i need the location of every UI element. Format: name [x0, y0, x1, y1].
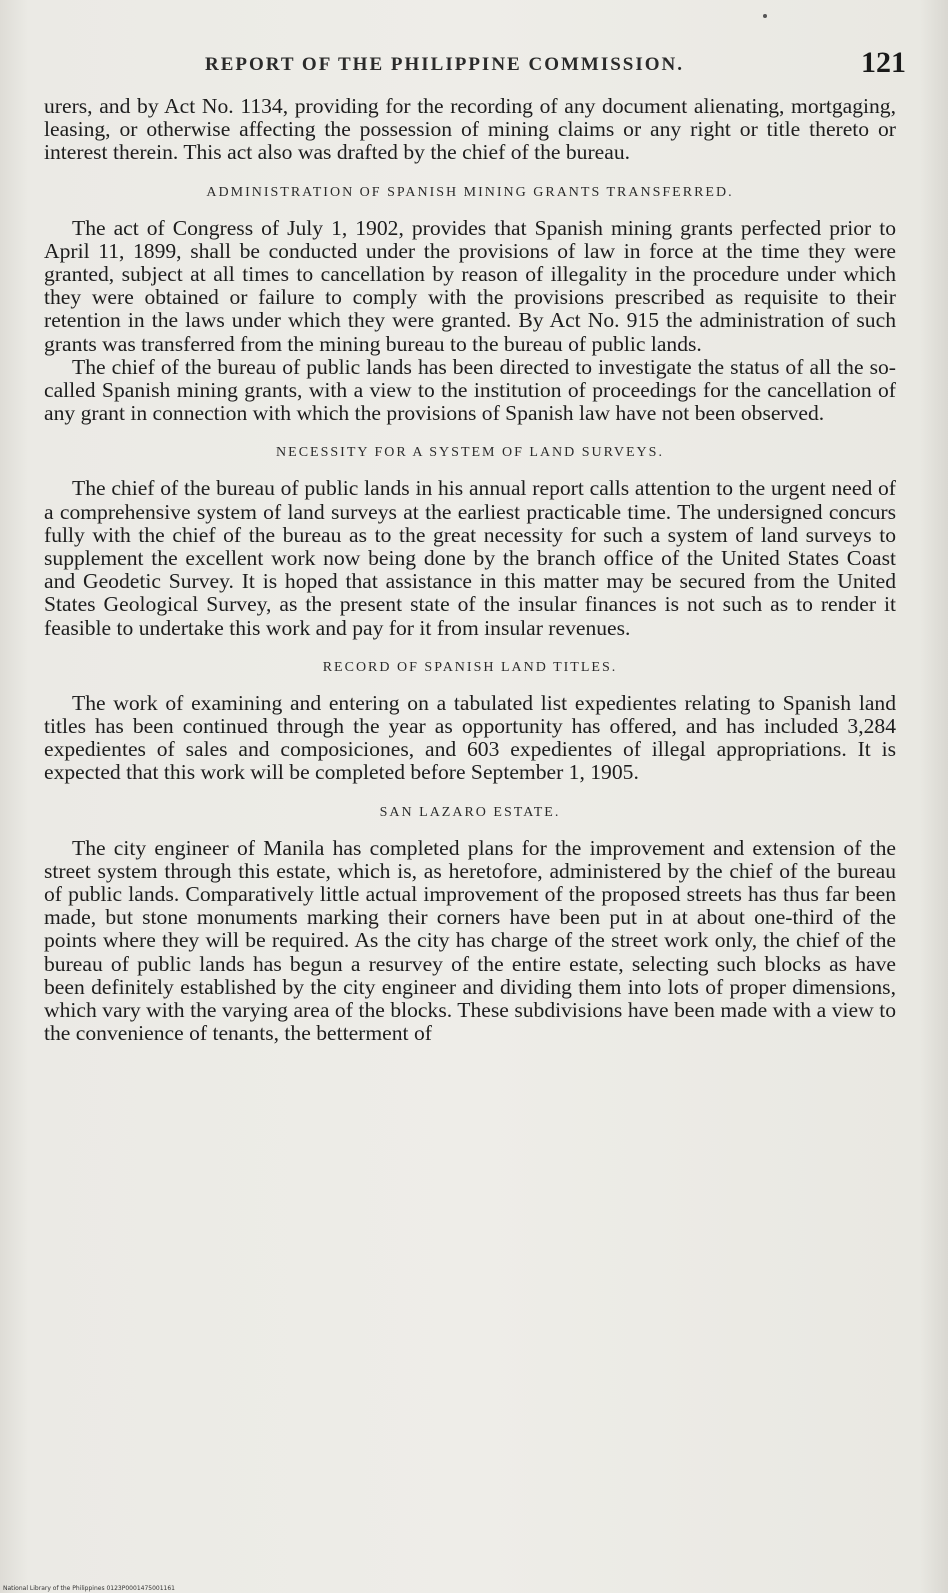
paragraph-land-titles: The work of examining and entering on a tabulated list expedientes relating to Spanish land titles has been continued through the year as opportunity has offered, and has included 3,284 expedientes of sales and composiciones, and 603 expedientes of illegal appropriations. It is expected that this work will be completed before September 1, 1905.: [44, 690, 896, 785]
opening-paragraph: urers, and by Act No. 1134, providing for the recording of any document alienating, mortgaging, leasing, or otherwise affecting the possession of mining claims or any right or title thereto or interest therein. This act also was drafted by the chief of the bureau.: [44, 94, 896, 165]
page-body: [44, 95, 896, 1046]
paragraph-mining-grants-2: The chief of the bureau of public lands has been directed to investigate the status of all the so-called Spanish mining grants, with a view to the institution of proceedings for the cancellation of any grant in connection with which the provisions of Spanish law have not been observed.: [44, 354, 896, 426]
scan-speck: [763, 14, 767, 18]
page-number: 121: [861, 46, 906, 79]
section-heading-land-surveys: NECESSITY FOR A SYSTEM OF LAND SURVEYS.: [276, 445, 664, 461]
page-header: [40, 46, 918, 88]
running-title: REPORT OF THE PHILIPPINE COMMISSION.: [205, 54, 685, 75]
scan-credit: National Library of the Philippines 0123P0001475001161: [3, 1585, 175, 1592]
paragraph-san-lazaro: The city engineer of Manila has completed plans for the improvement and extension of the street system through this estate, which is, as heretofore, administered by the chief of the bureau of public lands. Comparatively little actual improvement of the proposed streets has thus far been made, but stone monuments marking their corners have been put in at about one-third of the points where they will be required. As the city has charge of the street work only, the chief of the bureau of public lands has begun a resurvey of the entire estate, selecting such blocks as have been definitely established by the city engineer and dividing them into lots of proper dimensions, which vary with the varying area of the blocks. These subdivisions have been made with a view to the convenience of tenants, the betterment of: [44, 835, 896, 1046]
section-heading-land-titles: RECORD OF SPANISH LAND TITLES.: [322, 659, 618, 675]
paragraph-mining-grants-1: The act of Congress of July 1, 1902, provides that Spanish mining grants perfected prior to April 11, 1899, shall be conducted under the provisions of law in force at the time they were granted, subject at all times to cancellation by reason of illegality in the procedure under which they were obtained or failure to comply with the provisions prescribed as requisite to their retention in the laws under which they were granted. By Act No. 915 the administration of such grants was transferred from the mining bureau to the bureau of public lands.: [44, 215, 896, 356]
section-heading-mining-grants: ADMINISTRATION OF SPANISH MINING GRANTS TRANSFERRED.: [206, 184, 734, 200]
paragraph-land-surveys: The chief of the bureau of public lands in his annual report calls attention to the urgent need of a comprehensive system of land surveys at the earliest practicable time. The undersigned concurs fully with the chief of the bureau as to the great necessity for such a system of land surveys to supplement the excellent work now being done by the branch office of the United States Coast and Geodetic Survey. It is hoped that assistance in this matter may be secured from the United States Geological Survey, as the present state of the insular finances is not such as to render it feasible to undertake this work and pay for it from insular revenues.: [44, 476, 896, 640]
section-heading-san-lazaro: SAN LAZARO ESTATE.: [379, 804, 561, 820]
